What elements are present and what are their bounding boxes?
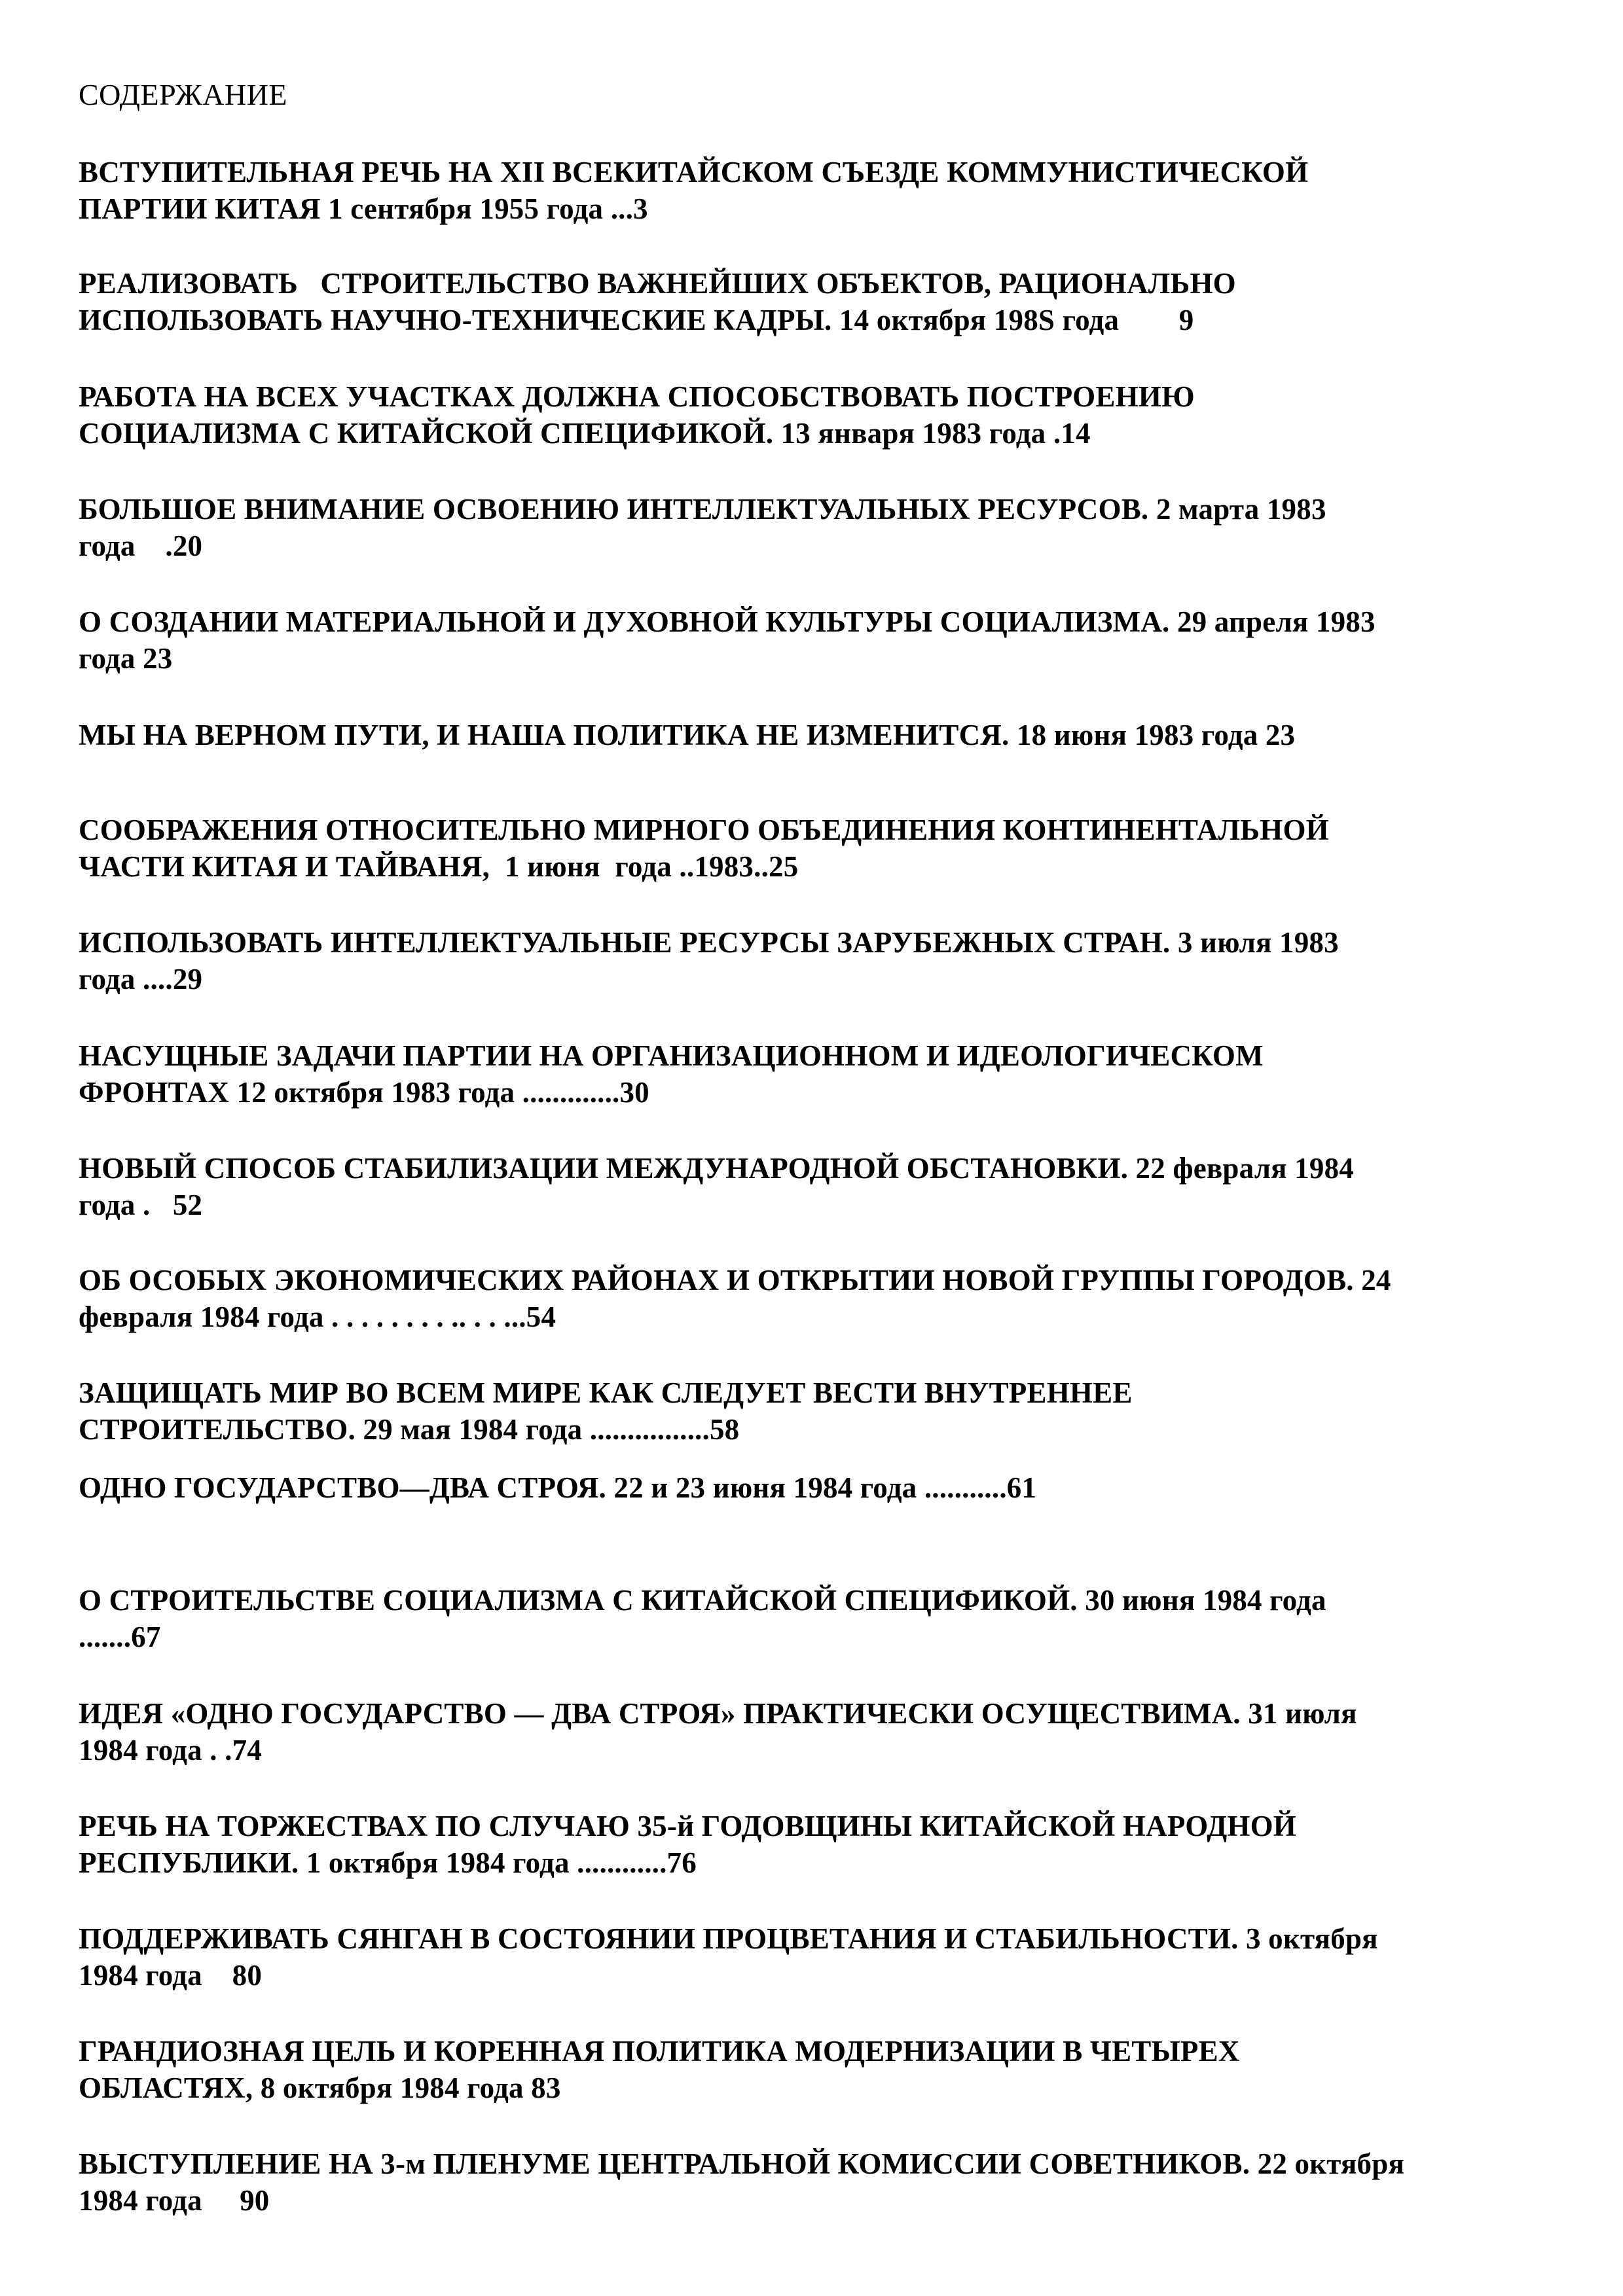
toc-entry xyxy=(79,2033,1571,2106)
toc-entry xyxy=(79,265,1571,338)
toc-entry-line: О СТРОИТЕЛЬСТВЕ СОЦИАЛИЗМА С КИТАЙСКОЙ СПЕЦИФИКОЙ. 30 июня 1984 года xyxy=(79,1584,1326,1617)
toc-entry-line: ПАРТИИ КИТАЯ 1 сентября 1955 года ...3 xyxy=(79,192,648,225)
toc-entry-line: 1984 года 90 xyxy=(79,2184,270,2217)
toc-entry-line: ПОДДЕРЖИВАТЬ СЯНГАН В СОСТОЯНИИ ПРОЦВЕТАНИЯ И СТАБИЛЬНОСТИ. 3 октября xyxy=(79,1922,1378,1955)
toc-entry xyxy=(79,603,1571,677)
toc-entry-line: ФРОНТАХ 12 октября 1983 года .............30 xyxy=(79,1076,649,1109)
toc-entry-line: ГРАНДИОЗНАЯ ЦЕЛЬ И КОРЕННАЯ ПОЛИТИКА МОДЕРНИЗАЦИИ В ЧЕТЫРЕХ xyxy=(79,2035,1240,2068)
toc-entry-line: О СОЗДАНИИ МАТЕРИАЛЬНОЙ И ДУХОВНОЙ КУЛЬТУРЫ СОЦИАЛИЗМА. 29 апреля 1983 xyxy=(79,605,1376,638)
toc-entry-line: СТРОИТЕЛЬСТВО. 29 мая 1984 года ................58 xyxy=(79,1413,740,1446)
toc-entry xyxy=(79,812,1571,885)
toc-entry xyxy=(79,1037,1571,1111)
toc-entry-line: ИДЕЯ «ОДНО ГОСУДАРСТВО — ДВА СТРОЯ» ПРАКТИЧЕСКИ ОСУЩЕСТВИМА. 31 июля xyxy=(79,1697,1357,1730)
toc-entry-line: .......67 xyxy=(79,1621,161,1653)
toc-entry xyxy=(79,1374,1571,1448)
toc-entry-line: НАСУЩНЫЕ ЗАДАЧИ ПАРТИИ НА ОРГАНИЗАЦИОННОМ И ИДЕОЛОГИЧЕСКОМ xyxy=(79,1039,1264,1072)
page-title: СОДЕРЖАНИЕ xyxy=(79,78,288,111)
toc-entry-line: МЫ НА ВЕРНОМ ПУТИ, И НАША ПОЛИТИКА НЕ ИЗМЕНИТСЯ. 18 июня 1983 года 23 xyxy=(79,719,1296,751)
toc-entry-line: ВСТУПИТЕЛЬНАЯ РЕЧЬ НА XII ВСЕКИТАЙСКОМ СЪЕЗДЕ КОММУНИСТИЧЕСКОЙ xyxy=(79,156,1309,188)
toc-entry-line: РАБОТА НА ВСЕХ УЧАСТКАХ ДОЛЖНА СПОСОБСТВОВАТЬ ПОСТРОЕНИЮ xyxy=(79,380,1195,413)
toc-entry-line: ЧАСТИ КИТАЯ И ТАЙВАНЯ, 1 июня года ..1983..25 xyxy=(79,850,799,883)
toc-entry xyxy=(79,378,1571,452)
toc-entry xyxy=(79,924,1571,997)
toc-entry xyxy=(79,1582,1571,1655)
toc-entry-line: года . 52 xyxy=(79,1189,203,1221)
toc-entry-line: СООБРАЖЕНИЯ ОТНОСИТЕЛЬНО МИРНОГО ОБЪЕДИНЕНИЯ КОНТИНЕНТАЛЬНОЙ xyxy=(79,814,1329,846)
toc-entry xyxy=(79,717,1571,753)
toc-entry xyxy=(79,1150,1571,1223)
toc-entry-line: ВЫСТУПЛЕНИЕ НА 3-м ПЛЕНУМЕ ЦЕНТРАЛЬНОЙ КОМИССИИ СОВЕТНИКОВ. 22 октября xyxy=(79,2147,1405,2180)
toc-entry-line: БОЛЬШОЕ ВНИМАНИЕ ОСВОЕНИЮ ИНТЕЛЛЕКТУАЛЬНЫХ РЕСУРСОВ. 2 марта 1983 xyxy=(79,493,1326,526)
toc-entry-line: года ....29 xyxy=(79,963,203,996)
toc-entry-line: ОБ ОСОБЫХ ЭКОНОМИЧЕСКИХ РАЙОНАХ И ОТКРЫТИИ НОВОЙ ГРУППЫ ГОРОДОВ. 24 xyxy=(79,1264,1391,1297)
toc-entry xyxy=(79,1920,1571,1994)
toc-entry-line: ИСПОЛЬЗОВАТЬ ИНТЕЛЛЕКТУАЛЬНЫЕ РЕСУРСЫ ЗАРУБЕЖНЫХ СТРАН. 3 июля 1983 xyxy=(79,926,1339,959)
toc-entry-line: СОЦИАЛИЗМА С КИТАЙСКОЙ СПЕЦИФИКОЙ. 13 января 1983 года .14 xyxy=(79,417,1091,450)
toc-entry xyxy=(79,1808,1571,1881)
toc-entry-line: года .20 xyxy=(79,529,203,562)
toc-entry-line: 1984 года . .74 xyxy=(79,1734,263,1767)
toc-entry xyxy=(79,2145,1571,2219)
toc-entry xyxy=(79,1695,1571,1768)
toc-entry xyxy=(79,154,1571,227)
toc-entry-line: ИСПОЛЬЗОВАТЬ НАУЧНО-ТЕХНИЧЕСКИЕ КАДРЫ. 14 октября 198S года 9 xyxy=(79,304,1194,336)
toc-entry-line: НОВЫЙ СПОСОБ СТАБИЛИЗАЦИИ МЕЖДУНАРОДНОЙ ОБСТАНОВКИ. 22 февраля 1984 xyxy=(79,1152,1354,1185)
toc-entry-line: ЗАЩИЩАТЬ МИР ВО ВСЕМ МИРЕ КАК СЛЕДУЕТ ВЕСТИ ВНУТРЕННЕЕ xyxy=(79,1376,1133,1409)
toc-entry xyxy=(79,1262,1571,1335)
toc-entry-line: года 23 xyxy=(79,642,173,675)
toc-entry-line: РЕАЛИЗОВАТЬ СТРОИТЕЛЬСТВО ВАЖНЕЙШИХ ОБЪЕКТОВ, РАЦИОНАЛЬНО xyxy=(79,267,1236,300)
toc-entry xyxy=(79,1469,1571,1506)
toc-entry-line: ОДНО ГОСУДАРСТВО—ДВА СТРОЯ. 22 и 23 июня 1984 года ...........61 xyxy=(79,1471,1037,1504)
toc-entry-line: ОБЛАСТЯХ, 8 октября 1984 года 83 xyxy=(79,2072,561,2104)
toc-entry xyxy=(79,491,1571,564)
toc-entry-line: февраля 1984 года . . . . . . . . .. . . ...54 xyxy=(79,1300,556,1333)
toc-entry-line: 1984 года 80 xyxy=(79,1959,263,1992)
toc-entry-line: РЕСПУБЛИКИ. 1 октября 1984 года ............76 xyxy=(79,1846,697,1879)
toc-entry-line: РЕЧЬ НА ТОРЖЕСТВАХ ПО СЛУЧАЮ 35-й ГОДОВЩИНЫ КИТАЙСКОЙ НАРОДНОЙ xyxy=(79,1810,1296,1842)
